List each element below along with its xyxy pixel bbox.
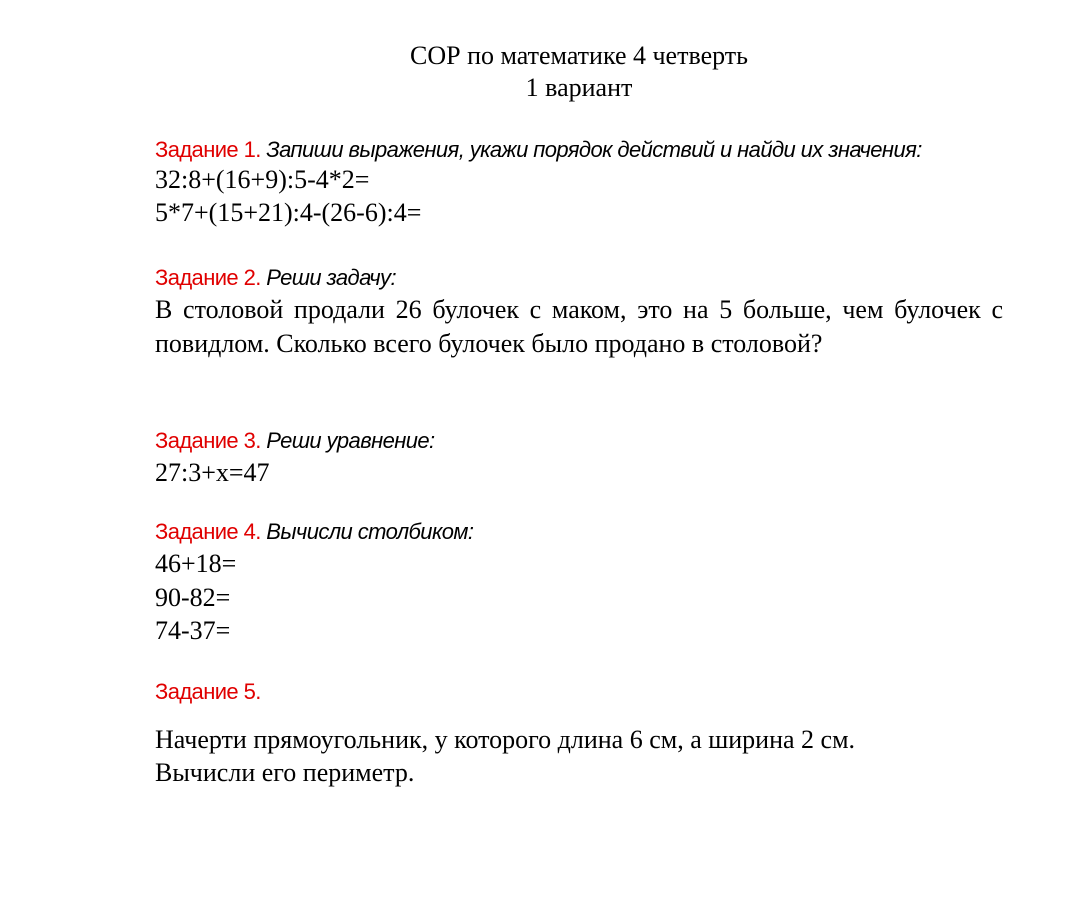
task-5-text-line-2: Вычисли его периметр. xyxy=(155,758,415,787)
task-2-instruction: Реши задачу: xyxy=(266,265,396,290)
task-1-heading xyxy=(155,136,922,164)
task-5-label: Задание 5. xyxy=(155,679,261,704)
task-1-expression-1: 32:8+(16+9):5-4*2= xyxy=(155,165,370,194)
task-5-heading xyxy=(155,678,261,706)
task-1-instruction: Запиши выражения, укажи порядок действий и найди их значения: xyxy=(266,137,922,162)
task-4-heading xyxy=(155,518,473,546)
task-3-equation: 27:3+x=47 xyxy=(155,458,270,487)
task-5-text-line-1: Начерти прямоугольник, у которого длина 6 см, а ширина 2 см. xyxy=(155,725,856,754)
task-2-label: Задание 2. xyxy=(155,265,261,290)
document-title: СОР по математике 4 четверть xyxy=(410,41,748,70)
variant-label: 1 вариант xyxy=(525,73,633,102)
task-4-expression-2: 90-82= xyxy=(155,583,231,612)
task-3-heading xyxy=(155,427,435,455)
task-1-expression-2: 5*7+(15+21):4-(26-6):4= xyxy=(155,198,422,227)
task-3-instruction: Реши уравнение: xyxy=(266,428,435,453)
task-4-instruction: Вычисли столбиком: xyxy=(266,519,474,544)
task-1-label: Задание 1. xyxy=(155,137,261,162)
task-3-label: Задание 3. xyxy=(155,428,261,453)
task-4-label: Задание 4. xyxy=(155,519,261,544)
task-4-expression-3: 74-37= xyxy=(155,616,231,645)
task-2-problem-text: В столовой продали 26 булочек с маком, это на 5 больше, чем булочек с повидлом. Сколько всего булочек было продано в столовой? xyxy=(155,295,1003,358)
task-4-expression-1: 46+18= xyxy=(155,549,237,578)
task-2-heading xyxy=(155,264,396,292)
